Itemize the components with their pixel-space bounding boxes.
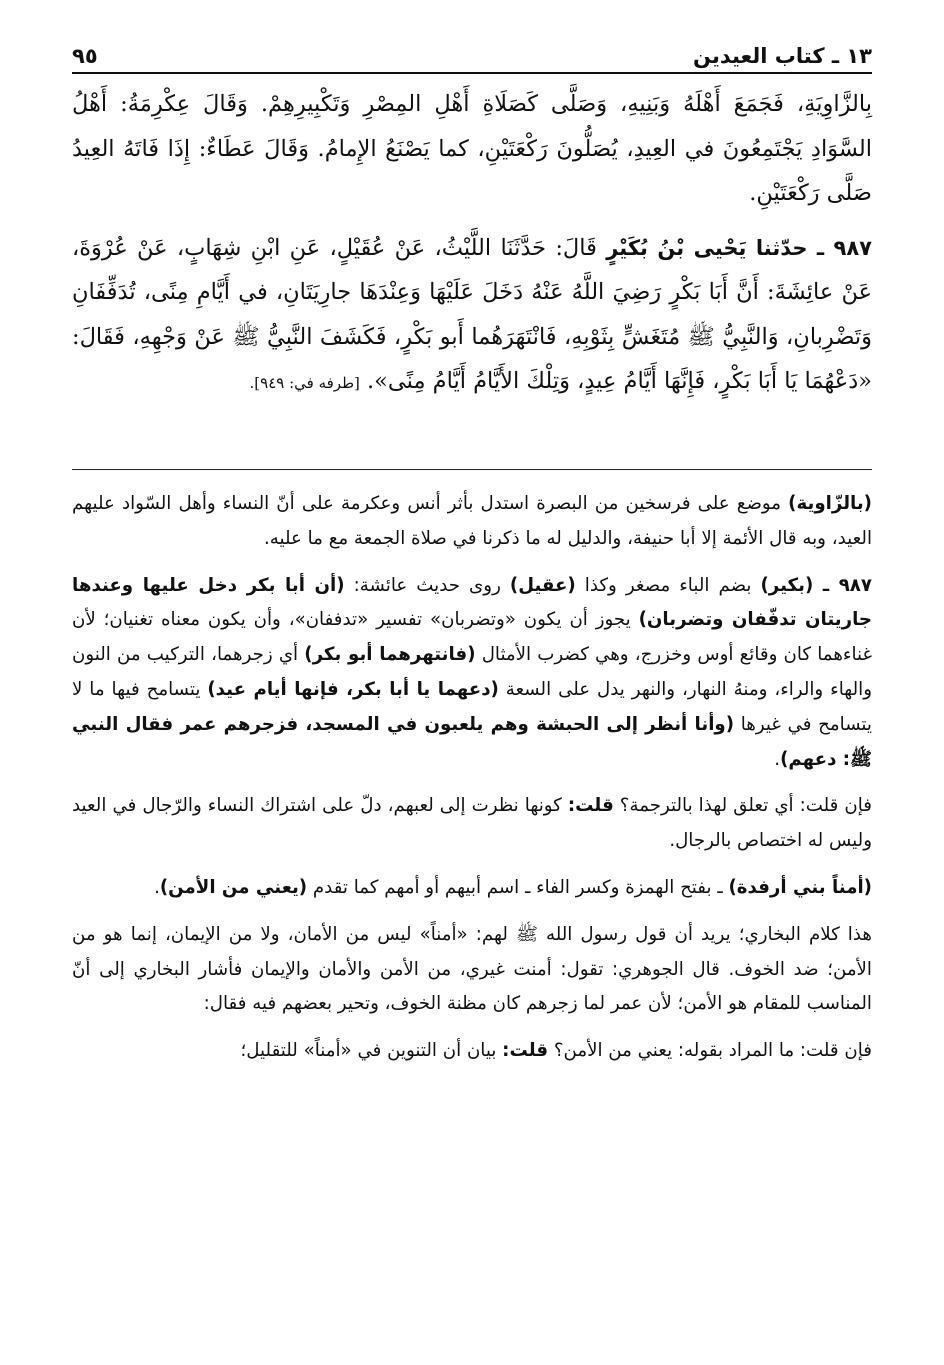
- paragraph-continuation: بِالزَّاوِيَةِ، فَجَمَعَ أَهْلَهُ وَبَنِيهِ، وَصَلَّى كَصَلَاةِ أَهْلِ المِصْرِ وَتَكْبِيرِهِمْ. وَقَالَ عِكْرِمَةُ: أَهْلُ السَّوَادِ يَجْتَمِعُونَ في العِيدِ، يُصَلُّونَ رَكْعَتَيْنِ، كما يَصْنَعُ الإِمامُ. وَقَالَ عَطَاءٌ: إِذَا فَاتَهُ العِيدُ صَلَّى رَكْعَتَيْنِ.: [72, 91, 872, 206]
- commentary-text: روى حديث عائشة:: [344, 574, 510, 596]
- commentary-text: أي زجرهما، التركيب من النون والهاء والراء، ومنهُ النهار، والنهر يدل على السعة: [72, 644, 873, 700]
- bold-term: قلت:: [502, 1040, 549, 1062]
- commentary-text: موضع على فرسخين من البصرة استدل بأثر أنس وعكرمة على أنّ النساء وأهل السّواد عليهم العيد، وبه قال الأئمة إلا أبا حنيفة، والدليل له ما ذكرنا في صلاة الجمعة مع ما عليه.: [72, 493, 872, 549]
- bold-term: قلت:: [567, 795, 614, 817]
- bold-term: (بالزّاوية): [788, 493, 872, 514]
- bold-term: ٩٨٧ ـ (بكير): [760, 574, 872, 596]
- commentary-text: كونها نظرت إلى لعبهم، دلّ على اشتراك النساء والرّجال في العيد وليس له اختصاص بالرجال.: [72, 795, 872, 852]
- bold-term: (فانتهرهما أبو بكر): [304, 644, 476, 666]
- hadith-987: [72, 226, 872, 406]
- bold-term: (أمناً بني أرفدة): [728, 876, 872, 898]
- hadith-text: [72, 82, 872, 416]
- commentary-paragraph: [72, 1034, 872, 1069]
- commentary-text: .: [774, 748, 781, 770]
- section-divider: [72, 469, 872, 470]
- commentary-paragraph: هذا كلام البخاري؛ يريد أن قول رسول الله ﷺ لهم: «أمناً» ليس من الأمان، ولا من الإيمان، إنما هو من الأمن؛ ضد الخوف. قال الجوهري: تقول: أمنت غيري، من الأمن والأمان والإيمان فأشار البخاري إلى أنّ المناسب للمقام هو الأمن؛ لأن عمر لما زجرهم كان مظنة الخوف، وتحير بعضهم فيه فقال:: [72, 923, 872, 1015]
- cross-reference: [طرفه في: ٩٤٩].: [249, 374, 360, 392]
- hadith-body: قَالَ: حَدَّثَنَا اللَّيْثُ، عَنْ عُقَيْلٍ، عَنِ ابْنِ شِهَابٍ، عَنْ عُرْوَةَ، عَنْ عائِشَةَ: أَنَّ أَبَا بَكْرٍ رَضِيَ اللَّهُ عَنْهُ دَخَلَ عَلَيْهَا وَعِنْدَهَا جارِيَتَانِ، في أَيَّامِ مِنًى، تُدَفِّفَانِ وَتَضْرِبانِ، وَالنَّبِيُّ ﷺ مُتَغَشٍّ بِثَوْبِهِ، فَانْتَهَرَهُما أَبو بَكْرٍ، فَكَشَفَ النَّبِيُّ ﷺ عَنْ وَجْهِهِ، فَقَالَ: «دَعْهُمَا يَا أَبَا بَكْرٍ، فَإِنَّهَا أَيَّامُ عِيدٍ، وَتِلْكَ الأَيَّامُ أَيَّامُ مِنًى».: [72, 234, 872, 394]
- commentary-paragraph: [72, 789, 872, 859]
- commentary-text: بيان أن التنوين في «أمناً» للتقليل؛: [240, 1040, 503, 1062]
- bold-term: (وأنا أنظر إلى الحبشة وهم يلعبون في المسجد، فزجرهم عمر فقال النبي ﷺ: دعهم): [72, 713, 872, 770]
- commentary-text: فإن قلت: ما المراد بقوله: يعني من الأمن؟: [548, 1040, 872, 1062]
- commentary-text: ـ بفتح الهمزة وكسر الفاء ـ اسم أبيهم أو أمهم كما تقدم: [307, 876, 729, 898]
- commentary-paragraph: [72, 871, 872, 906]
- commentary-paragraph: [72, 487, 872, 557]
- page-number: ٩٥: [72, 44, 98, 68]
- bold-term: (أن أبا بكر دخل عليها وعندها جاريتان تدفّفان وتضربان): [72, 574, 873, 631]
- page-header: [72, 28, 872, 74]
- commentary-text: بضم الباء مصغر وكذا: [575, 574, 761, 596]
- chapter-title: ١٣ ـ كتاب العيدين: [693, 44, 872, 68]
- bold-term: (يعني من الأمن): [159, 876, 308, 898]
- hadith-number-isnad: ٩٨٧ ـ حدّثنا يَحْيى بْنُ بُكَيْرٍ: [606, 235, 872, 260]
- commentary-section: [72, 487, 872, 1081]
- bold-term: (دعهما يا أبا بكر، فإنها أيام عيد): [207, 678, 499, 700]
- commentary-text: يتسامح فيها ما لا يتسامح في غيرها: [72, 678, 872, 735]
- commentary-text: يجوز أن يكون «وتضربان» تفسير «تدففان»، وأن يكون معناه تغنيان؛ لأن غناءهما كان وقائع أوس وخزرج، وهي كضرب الأمثال: [72, 609, 872, 666]
- commentary-paragraph: [72, 569, 872, 778]
- commentary-text: فإن قلت: أي تعلق لهذا بالترجمة؟: [613, 795, 872, 817]
- commentary-text: .: [154, 876, 160, 898]
- bold-term: (عقيل): [509, 574, 576, 596]
